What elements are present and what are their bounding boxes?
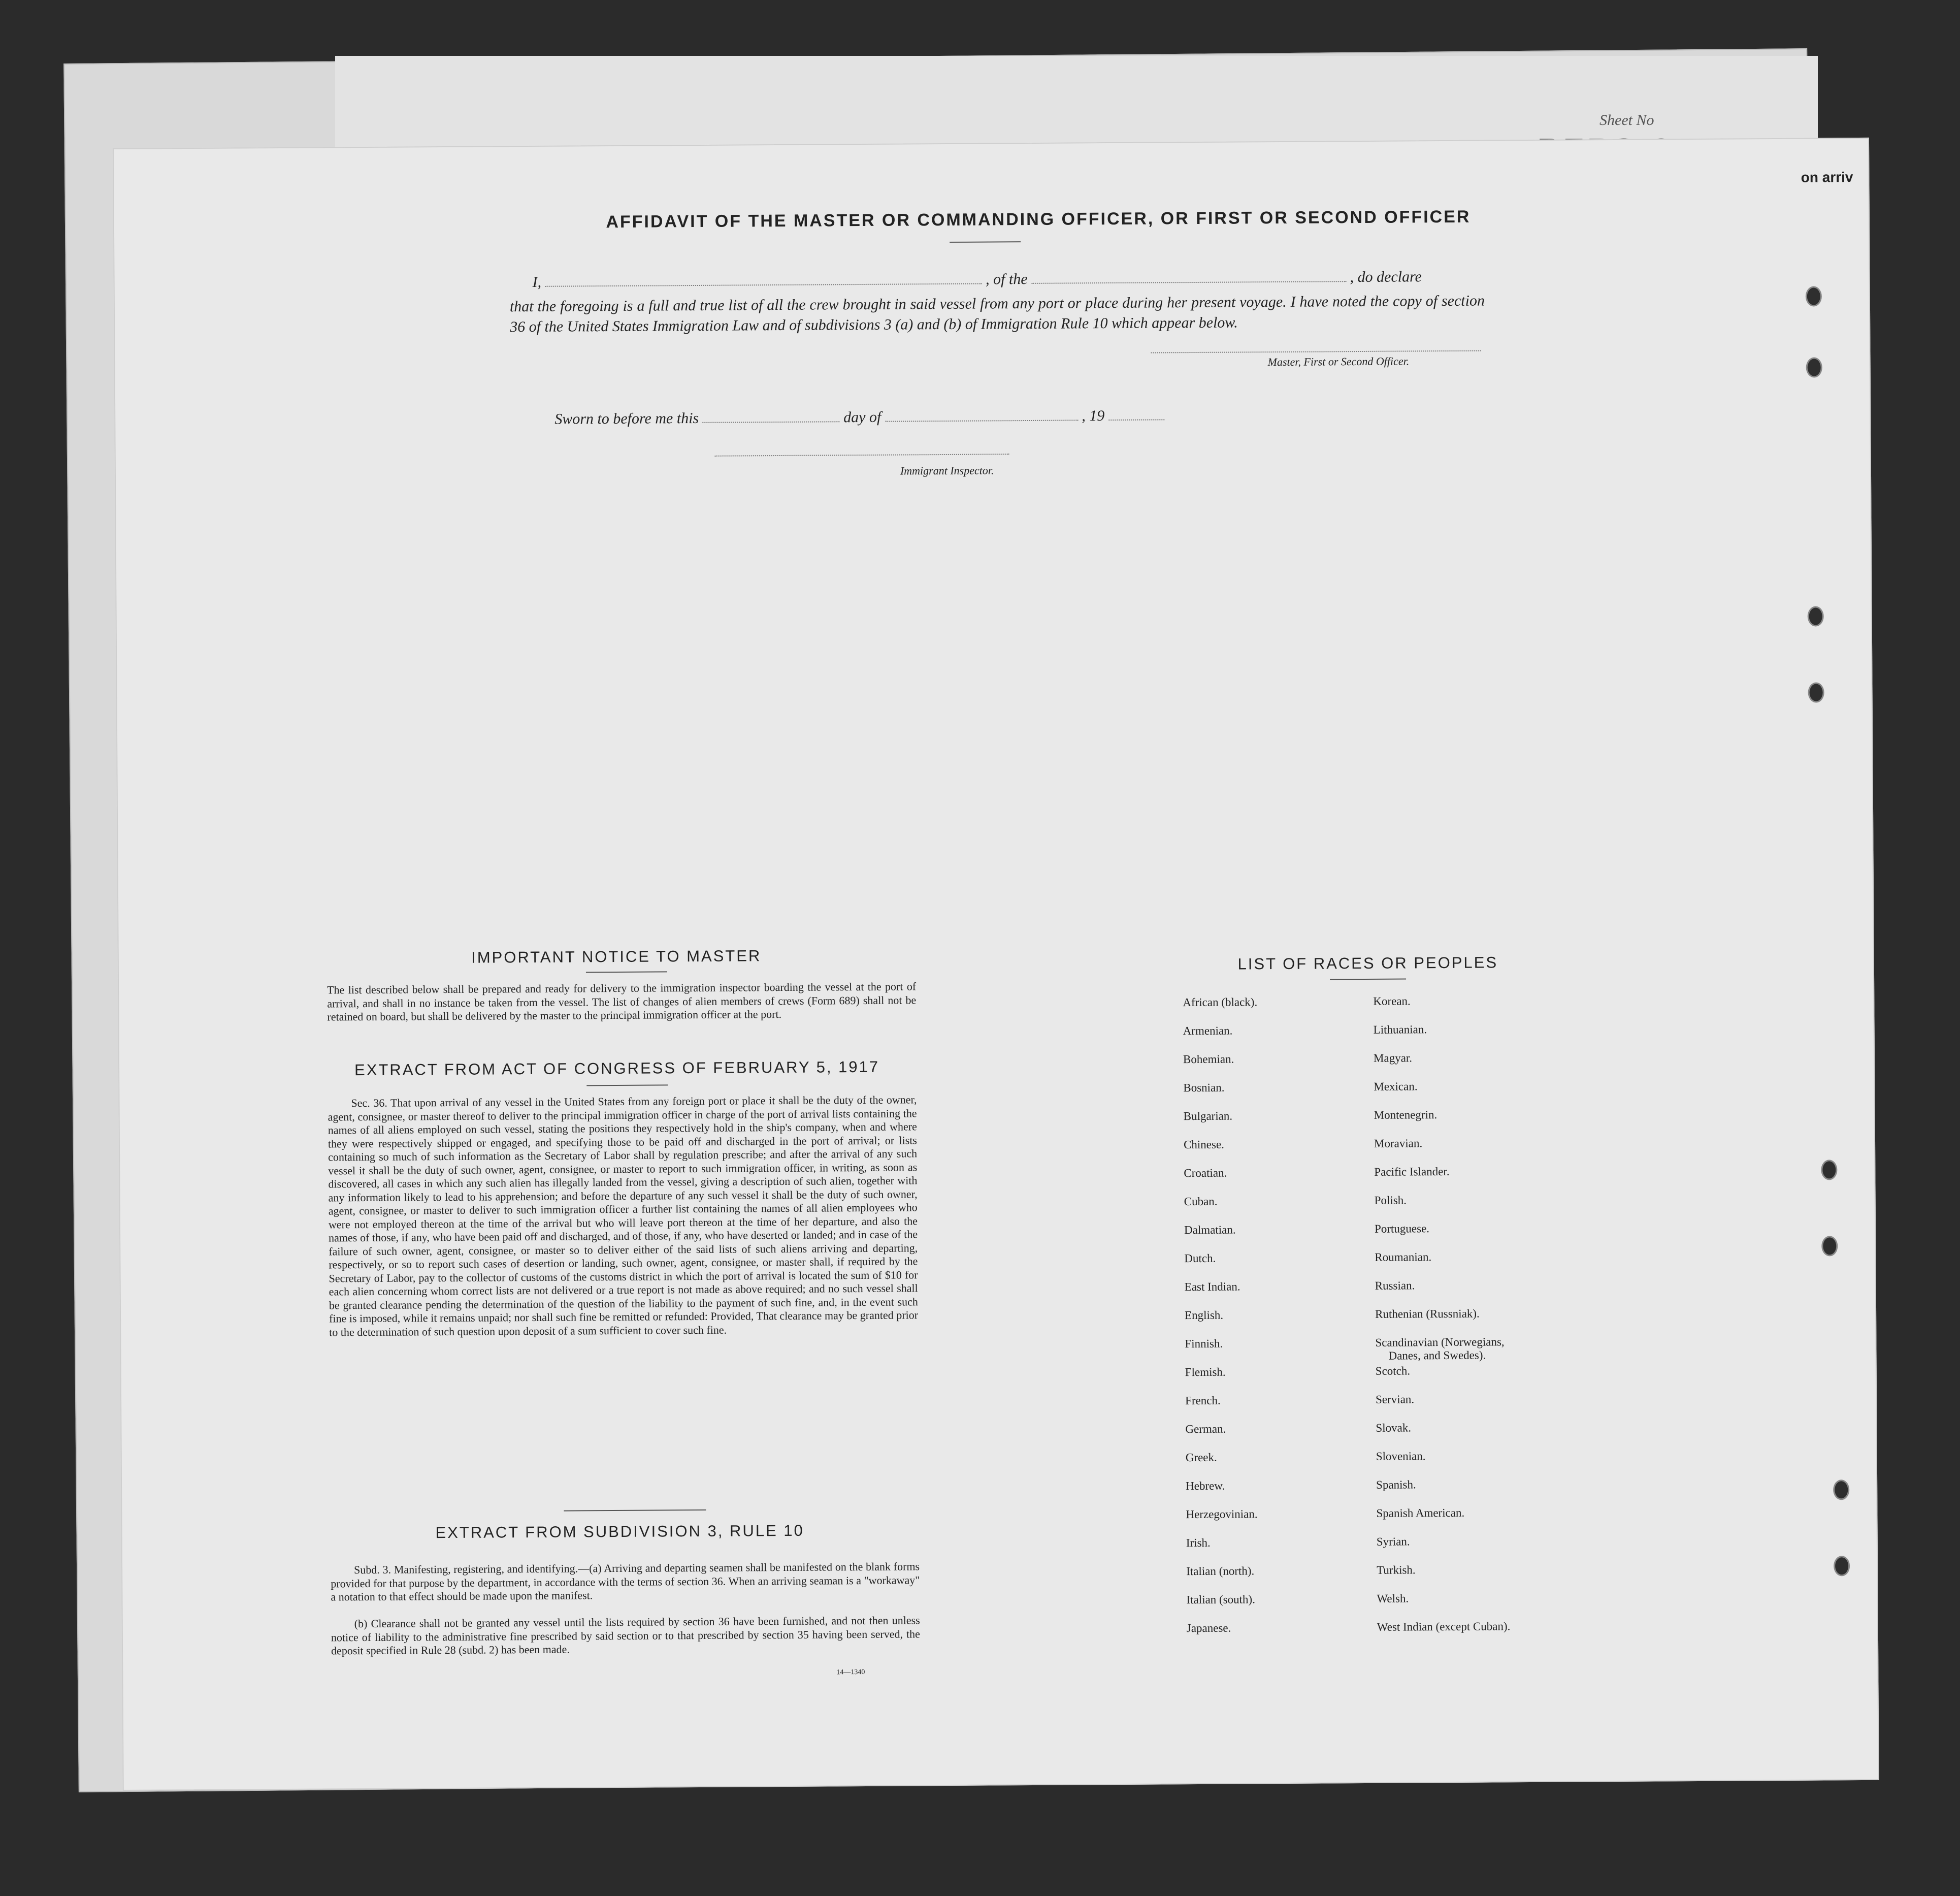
race-item: Finnish.: [1185, 1337, 1223, 1351]
punch-hole: [1834, 1556, 1850, 1576]
punch-hole: [1806, 357, 1822, 377]
day-of-label: day of: [843, 408, 881, 426]
of-the-label: , of the: [986, 270, 1028, 288]
race-item: Bulgarian.: [1183, 1109, 1233, 1123]
punch-hole: [1806, 286, 1822, 306]
inspector-label: Immigrant Inspector.: [900, 464, 994, 477]
act-rule: [586, 1084, 668, 1086]
race-item: French.: [1185, 1394, 1221, 1407]
race-item: Hebrew.: [1186, 1479, 1225, 1493]
title-rule: [950, 241, 1021, 243]
race-item: Armenian.: [1183, 1024, 1233, 1038]
sworn-month-field[interactable]: [885, 409, 1078, 422]
race-item: Spanish American.: [1376, 1506, 1465, 1520]
race-item: Servian.: [1376, 1393, 1415, 1406]
punch-hole: [1821, 1236, 1838, 1256]
races-title: LIST OF RACES OR PEOPLES: [1237, 953, 1498, 973]
punch-hole: [1808, 606, 1824, 626]
race-item: Roumanian.: [1375, 1250, 1432, 1264]
sworn-day-field[interactable]: [703, 411, 840, 423]
punch-hole: [1833, 1480, 1849, 1500]
race-item: Slovenian.: [1376, 1450, 1426, 1463]
race-item: Dalmatian.: [1184, 1223, 1236, 1237]
punch-hole: [1821, 1160, 1837, 1180]
affidavit-declaration-line: [533, 268, 1422, 291]
race-item: Pacific Islander.: [1374, 1165, 1450, 1178]
race-item: Montenegrin.: [1374, 1108, 1438, 1121]
notice-rule: [586, 971, 667, 973]
affidavit-body: that the foregoing is a full and true list of all the crew brought in said vessel from any port or place during her present voyage. I have noted the copy of section 36 of the United States Immigration Law and of subdivisions 3 (a) and (b) of Immigration Rule 10 which appear below.: [509, 292, 1485, 336]
race-item: East Indian.: [1184, 1280, 1240, 1294]
race-item: Magyar.: [1373, 1051, 1413, 1065]
rule-title: EXTRACT FROM SUBDIVISION 3, RULE 10: [435, 1521, 804, 1542]
form-number: 14—1340: [836, 1668, 865, 1677]
race-item: Russian.: [1375, 1279, 1415, 1292]
race-item: Scandinavian (Norwegians,: [1375, 1335, 1505, 1349]
sworn-label: Sworn to before me this: [554, 409, 699, 428]
race-item: Dutch.: [1184, 1251, 1216, 1265]
sworn-year-field[interactable]: [1108, 409, 1164, 421]
signature-field[interactable]: [1151, 340, 1481, 354]
race-item: West Indian (except Cuban).: [1377, 1620, 1511, 1633]
race-item: Mexican.: [1374, 1080, 1418, 1093]
race-item: Polish.: [1374, 1194, 1407, 1207]
notice-body: The list described below shall be prepared and ready for delivery to the immigration inspector boarding the vessel at the port of arrival, and shall in no instance be taken from the vessel. The list of changes of alien members of crews (Form 689) shall not be retained on board, but shall be delivered by the master to the principal immigration officer at the port.: [327, 980, 917, 1023]
race-item: Scotch.: [1375, 1364, 1411, 1377]
document-page: [113, 138, 1879, 1791]
race-item: Welsh.: [1377, 1592, 1409, 1605]
race-item: Flemish.: [1185, 1365, 1226, 1379]
sworn-line: [554, 407, 1164, 428]
rule-rule: [564, 1509, 706, 1512]
race-item: Danes, and Swedes).: [1388, 1348, 1486, 1362]
race-item: Italian (north).: [1186, 1564, 1255, 1578]
race-item: Chinese.: [1183, 1138, 1224, 1151]
race-item: Lithuanian.: [1373, 1023, 1427, 1036]
race-item: Moravian.: [1374, 1137, 1423, 1150]
year-label: , 19: [1082, 407, 1105, 425]
race-item: Slovak.: [1376, 1421, 1412, 1434]
race-item: Japanese.: [1186, 1621, 1231, 1635]
punch-hole: [1808, 682, 1824, 702]
race-item: African (black).: [1183, 995, 1258, 1009]
arrival-fragment: on arriv: [1801, 169, 1853, 185]
affidavit-title: AFFIDAVIT OF THE MASTER OR COMMANDING OFFICER, OR FIRST OR SECOND OFFICER: [606, 207, 1471, 232]
race-item: Greek.: [1185, 1451, 1217, 1464]
races-rule: [1330, 978, 1406, 980]
sheet-number-label: Sheet No: [1599, 112, 1654, 128]
race-item: Syrian.: [1376, 1535, 1410, 1548]
vessel-name-field[interactable]: [1031, 271, 1346, 284]
race-item: Irish.: [1186, 1536, 1211, 1550]
race-item: English.: [1184, 1308, 1224, 1322]
race-item: Spanish.: [1376, 1478, 1416, 1491]
race-item: Cuban.: [1184, 1195, 1218, 1208]
declarant-name-field[interactable]: [545, 273, 982, 287]
inspector-signature-field[interactable]: [715, 443, 1009, 457]
race-item: Turkish.: [1377, 1563, 1416, 1577]
declare-label: , do declare: [1350, 268, 1422, 286]
race-item: Croatian.: [1184, 1166, 1227, 1180]
act-title: EXTRACT FROM ACT OF CONGRESS OF FEBRUARY 5, 1917: [354, 1057, 880, 1079]
notice-title: IMPORTANT NOTICE TO MASTER: [471, 947, 762, 967]
rule-para-a: Subd. 3. Manifesting, registering, and identifying.—(a) Arriving and departing seamen shall be manifested on the blank forms provided for that purpose by the department, in accordance with the terms of section 36. When an arriving seaman is a "workaway" a notation to that effect should be made upon the manifest.: [331, 1560, 920, 1603]
race-item: Ruthenian (Russniak).: [1375, 1307, 1480, 1321]
declarant-prefix: I,: [532, 273, 542, 291]
race-item: Herzegovinian.: [1186, 1507, 1258, 1521]
act-body: Sec. 36. That upon arrival of any vessel in the United States from any foreign port or place it shall be the duty of the owner, agent, consignee, or master thereof to deliver to the principal immigration officer in charge of the port of arrival lists containing the names of all aliens employed on such vessel, stating the positions they respectively hold in the ship's company, when and where they were respectively shipped or engaged, and specifying those to be paid off and discharged in the port of arrival; or lists containing so much of such information as the Secretary of Labor shall by regulation prescribe; and after the arrival of any such vessel it shall be the duty of such owner, agent, consignee, or master to report to such immigration officer, in writing, as soon as discovered, all cases in which any such alien has illegally landed from the vessel, giving a description of such alien, together with any information likely to lead to his apprehension; and before the departure of any such vessel it shall be the duty of such owner, agent, consignee, or master to deliver to such immigration officer a further list containing the names of all alien employees who were not employed thereon at the time of the arrival but who will leave port thereon at the time of her departure, and also the names of those, if any, who have been paid off and discharged, and of those, if any, who have deserted or landed; and in case of the failure of such owner, agent, consignee, or master so to deliver either of the said lists of such aliens arriving and departing, respectively, or so to report such cases of desertion or landing, such owner, agent, consignee, or master shall, if required by the Secretary of Labor, pay to the collector of customs of the customs district in which the port of arrival is located the sum of $10 for each alien concerning whom correct lists are not delivered or a true report is not made as above required; and no such vessel shall be granted clearance pending the determination of the question of the liability to the payment of such fine, and, in the event such fine is imposed, while it remains unpaid; nor shall such fine be remitted or refunded: Provided, That clearance may be granted prior to the determination of such question upon deposit of a sum sufficient to cover such fine.: [328, 1093, 919, 1338]
race-item: Portuguese.: [1374, 1222, 1430, 1235]
race-item: Bosnian.: [1183, 1081, 1225, 1095]
race-item: Bohemian.: [1183, 1052, 1234, 1066]
race-item: Korean.: [1373, 994, 1411, 1008]
rule-para-b: (b) Clearance shall not be granted any vessel until the lists required by section 36 have been furnished, and not then unless notice of liability to the administrative fine prescribed by said section or to that prescribed by section 35 having been served, the deposit specified in Rule 28 (subd. 2) has been made.: [331, 1614, 920, 1657]
race-item: Italian (south).: [1186, 1593, 1255, 1606]
race-item: German.: [1185, 1422, 1226, 1436]
signature-label: Master, First or Second Officer.: [1267, 355, 1410, 369]
